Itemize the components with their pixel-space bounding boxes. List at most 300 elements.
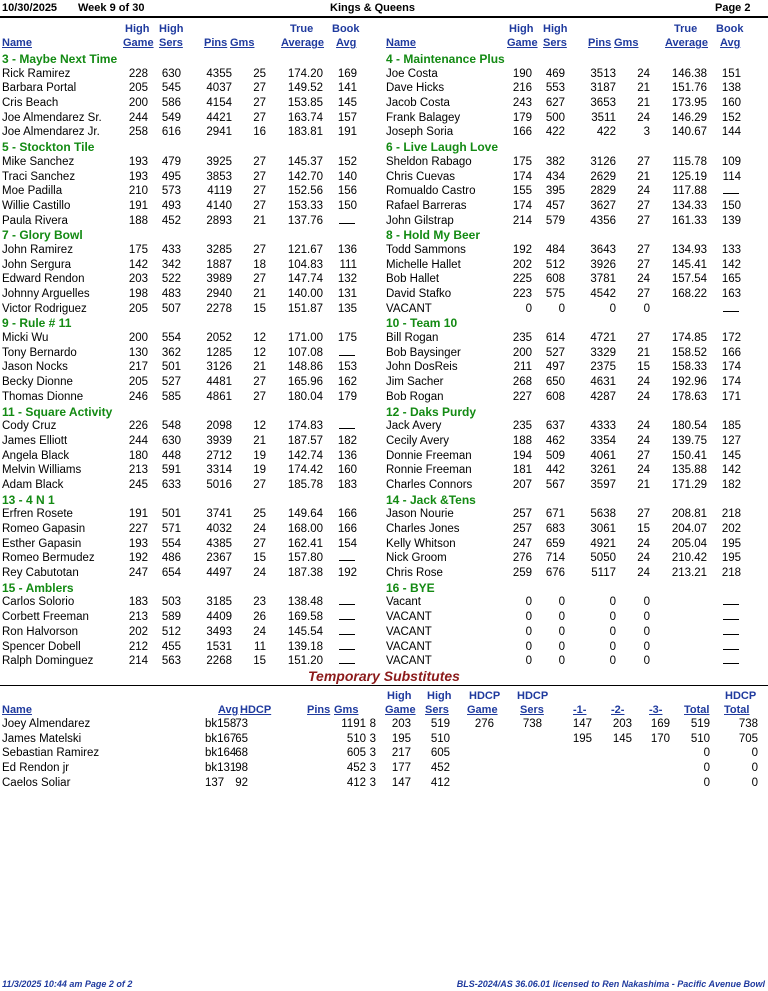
high-series: 497 bbox=[545, 361, 565, 374]
high-game: 180 bbox=[128, 449, 148, 462]
book-average-blank bbox=[723, 625, 739, 640]
player-row bbox=[0, 81, 384, 96]
player-name: Joe Almendarez Jr. bbox=[2, 126, 100, 139]
player-name: Micki Wu bbox=[2, 332, 49, 345]
games: 24 bbox=[637, 67, 650, 80]
book-average: 142 bbox=[721, 464, 741, 477]
high-game: 175 bbox=[512, 155, 532, 168]
col-true-avg-2: Average bbox=[281, 37, 325, 49]
high-game: 212 bbox=[128, 640, 148, 653]
true-average: 148.86 bbox=[287, 361, 323, 374]
player-row bbox=[384, 214, 768, 229]
high-series: 608 bbox=[545, 273, 565, 286]
sub-total: 519 bbox=[690, 718, 710, 730]
player-row bbox=[0, 272, 384, 287]
high-series: 627 bbox=[545, 97, 565, 110]
games: 25 bbox=[253, 67, 266, 80]
player-row bbox=[0, 346, 384, 361]
true-average: 187.38 bbox=[287, 567, 323, 580]
player-name: Joseph Soria bbox=[386, 126, 454, 139]
sub-pins: 510 bbox=[346, 732, 366, 745]
player-row bbox=[0, 390, 384, 405]
sub-total: 510 bbox=[690, 732, 710, 745]
sub-game-1: 195 bbox=[572, 732, 592, 745]
book-average-blank bbox=[723, 302, 739, 317]
player-row bbox=[384, 463, 768, 478]
player-name: Romeo Gapasin bbox=[2, 523, 86, 535]
pins: 5050 bbox=[590, 552, 616, 565]
high-series: 608 bbox=[545, 390, 565, 403]
pins: 0 bbox=[609, 655, 616, 668]
high-series: 586 bbox=[161, 97, 181, 110]
high-game: 258 bbox=[128, 126, 148, 139]
true-average: 125.19 bbox=[671, 170, 707, 183]
player-row bbox=[384, 272, 768, 287]
book-average: 144 bbox=[721, 126, 741, 139]
pins: 0 bbox=[609, 596, 616, 609]
player-name: Charles Jones bbox=[386, 523, 460, 535]
true-average: 152.56 bbox=[287, 185, 323, 198]
player-name: Frank Balagey bbox=[386, 111, 461, 124]
book-average: 150 bbox=[721, 199, 741, 212]
substitute-row bbox=[0, 746, 768, 761]
high-game: 0 bbox=[525, 302, 532, 315]
pins: 4037 bbox=[206, 82, 232, 95]
player-name: John DosReis bbox=[386, 361, 458, 374]
report-header bbox=[0, 1, 768, 17]
high-series: 500 bbox=[545, 111, 565, 124]
player-name: Jason Nourie bbox=[386, 508, 454, 521]
book-average: 192 bbox=[337, 567, 357, 580]
book-average: 183 bbox=[337, 478, 357, 491]
sub-hdcp: 73 bbox=[235, 718, 248, 730]
col-book-avg-2: Avg bbox=[720, 37, 741, 49]
player-name: Kelly Whitson bbox=[386, 537, 456, 550]
book-average: 156 bbox=[337, 185, 357, 198]
high-game: 0 bbox=[525, 640, 532, 653]
high-series: 484 bbox=[545, 243, 565, 256]
true-average: 135.88 bbox=[671, 464, 707, 477]
games: 27 bbox=[253, 199, 266, 212]
book-average: 136 bbox=[337, 449, 357, 462]
pins: 3653 bbox=[590, 97, 616, 110]
player-name: Jim Sacher bbox=[386, 376, 444, 389]
pins: 0 bbox=[609, 625, 616, 638]
games: 15 bbox=[253, 552, 266, 565]
true-average: 157.54 bbox=[671, 273, 707, 286]
games: 27 bbox=[637, 508, 650, 521]
team-name: 7 - Glory Bowl bbox=[2, 228, 83, 243]
player-name: Rafael Barreras bbox=[386, 199, 467, 212]
substitutes-column-header bbox=[0, 689, 768, 717]
player-name: Michelle Hallet bbox=[386, 258, 461, 271]
col-book-avg-1: Book bbox=[716, 23, 744, 35]
high-game: 193 bbox=[128, 537, 148, 550]
player-row bbox=[384, 287, 768, 302]
games: 0 bbox=[643, 655, 650, 668]
sub-hdcp-game: 276 bbox=[474, 718, 494, 730]
book-average-blank bbox=[723, 640, 739, 655]
games: 21 bbox=[253, 434, 266, 447]
book-average: 166 bbox=[337, 508, 357, 521]
pins: 2893 bbox=[206, 214, 232, 227]
player-row bbox=[384, 551, 768, 566]
games: 27 bbox=[253, 82, 266, 95]
sub-col-g3: -3- bbox=[649, 704, 663, 716]
games: 27 bbox=[253, 243, 266, 256]
games: 24 bbox=[637, 185, 650, 198]
player-row bbox=[384, 184, 768, 199]
pins: 4061 bbox=[590, 449, 616, 462]
blank-underline bbox=[723, 596, 739, 605]
player-name: Johnny Arguelles bbox=[2, 288, 90, 300]
games: 27 bbox=[253, 390, 266, 403]
player-name: Bill Rogan bbox=[386, 332, 439, 345]
col-name: Name bbox=[2, 37, 32, 49]
true-average: 192.96 bbox=[671, 376, 707, 389]
player-name: Chris Cuevas bbox=[386, 170, 456, 183]
pins: 4140 bbox=[206, 199, 232, 212]
true-average: 180.54 bbox=[671, 420, 707, 433]
sub-avg: bk167 bbox=[205, 732, 237, 745]
sub-name: Ed Rendon jr bbox=[2, 762, 70, 775]
true-average: 115.78 bbox=[672, 155, 707, 168]
pins: 4154 bbox=[206, 97, 232, 110]
high-series: 455 bbox=[161, 640, 181, 653]
page-label: Page 2 bbox=[715, 2, 751, 14]
sub-high-game: 177 bbox=[391, 762, 411, 775]
column-header bbox=[0, 20, 384, 52]
true-average: 104.83 bbox=[287, 258, 323, 271]
pins: 2278 bbox=[206, 302, 232, 315]
sub-hdcp-series: 738 bbox=[522, 718, 542, 730]
player-row bbox=[0, 331, 384, 346]
true-average: 149.52 bbox=[287, 82, 323, 95]
true-average: 145.41 bbox=[671, 258, 707, 271]
substitute-row bbox=[0, 761, 768, 776]
pins: 2829 bbox=[590, 185, 616, 198]
sub-avg: bk164 bbox=[205, 747, 237, 760]
player-name: Charles Connors bbox=[386, 478, 473, 491]
pins: 3511 bbox=[591, 111, 616, 124]
col-name: Name bbox=[386, 37, 416, 49]
book-average: 131 bbox=[337, 288, 357, 300]
player-name: Rey Cabutotan bbox=[2, 567, 79, 580]
player-row bbox=[384, 566, 768, 581]
sub-pins: 412 bbox=[346, 776, 366, 789]
games: 0 bbox=[643, 625, 650, 638]
games: 27 bbox=[637, 332, 650, 345]
sub-col-ht-2: Total bbox=[724, 704, 750, 716]
games: 19 bbox=[253, 464, 266, 477]
sub-col-hds-2: Sers bbox=[520, 704, 544, 716]
true-average: 185.78 bbox=[287, 478, 323, 491]
pins: 2712 bbox=[206, 449, 232, 462]
games: 27 bbox=[253, 111, 266, 124]
games: 27 bbox=[253, 185, 266, 198]
week-label: Week 9 of 30 bbox=[78, 2, 145, 14]
high-game: 192 bbox=[128, 552, 148, 565]
high-series: 0 bbox=[558, 625, 565, 638]
player-name: Sheldon Rabago bbox=[386, 155, 472, 168]
games: 15 bbox=[637, 361, 650, 374]
high-game: 191 bbox=[128, 199, 148, 212]
true-average: 174.85 bbox=[671, 332, 707, 345]
pins: 0 bbox=[609, 640, 616, 653]
book-average-blank bbox=[723, 654, 739, 669]
book-average: 179 bbox=[337, 390, 357, 403]
sub-total: 0 bbox=[703, 762, 710, 775]
player-name: Bob Rogan bbox=[386, 390, 444, 403]
player-name: Moe Padilla bbox=[2, 185, 63, 198]
true-average: 205.04 bbox=[671, 537, 707, 550]
high-series: 0 bbox=[558, 640, 565, 653]
book-average: 165 bbox=[721, 273, 741, 286]
book-average: 182 bbox=[721, 478, 741, 491]
player-row bbox=[0, 214, 384, 229]
player-name: Spencer Dobell bbox=[2, 640, 81, 653]
pins: 4542 bbox=[590, 288, 616, 300]
high-game: 188 bbox=[512, 434, 532, 447]
true-average: 151.87 bbox=[287, 302, 323, 315]
league-name: Kings & Queens bbox=[330, 2, 415, 14]
high-series: 479 bbox=[161, 155, 181, 168]
player-row bbox=[384, 390, 768, 405]
pins: 4861 bbox=[206, 390, 232, 403]
games: 27 bbox=[253, 376, 266, 389]
player-row bbox=[0, 155, 384, 170]
high-game: 194 bbox=[512, 449, 532, 462]
book-average: 191 bbox=[337, 126, 357, 139]
high-game: 130 bbox=[128, 346, 148, 359]
player-name: John Gilstrap bbox=[386, 214, 454, 227]
book-average: 151 bbox=[721, 67, 741, 80]
high-game: 0 bbox=[525, 611, 532, 624]
games: 27 bbox=[253, 537, 266, 550]
high-game: 235 bbox=[512, 420, 532, 433]
player-name: Chris Rose bbox=[386, 567, 443, 580]
player-name: Dave Hicks bbox=[386, 82, 445, 95]
book-average: 136 bbox=[337, 243, 357, 256]
footer-print-info: 11/3/2025 10:44 am Page 2 of 2 bbox=[2, 979, 133, 989]
book-average: 160 bbox=[721, 97, 741, 110]
high-game: 193 bbox=[128, 155, 148, 168]
games: 21 bbox=[253, 214, 266, 227]
high-game: 227 bbox=[512, 390, 532, 403]
col-high-game-1: High bbox=[125, 23, 150, 35]
high-series: 395 bbox=[545, 185, 565, 198]
high-series: 563 bbox=[161, 655, 181, 668]
pins: 4481 bbox=[206, 376, 232, 389]
player-name: VACANT bbox=[386, 611, 432, 624]
games: 0 bbox=[643, 302, 650, 315]
high-series: 659 bbox=[545, 537, 565, 550]
high-series: 501 bbox=[161, 508, 181, 521]
footer-license: BLS-2024/AS 36.06.01 licensed to Ren Nakashima - Pacific Avenue Bowl bbox=[456, 979, 765, 989]
high-series: 507 bbox=[161, 302, 181, 315]
book-average-blank bbox=[339, 551, 355, 566]
sub-game-2: 145 bbox=[612, 732, 632, 745]
book-average: 218 bbox=[721, 508, 741, 521]
high-series: 512 bbox=[545, 258, 565, 271]
pins: 3627 bbox=[590, 199, 616, 212]
games: 21 bbox=[637, 346, 650, 359]
pins: 3939 bbox=[206, 434, 232, 447]
high-game: 181 bbox=[512, 464, 532, 477]
games: 27 bbox=[637, 199, 650, 212]
col-high-game-2: Game bbox=[507, 37, 538, 49]
player-name: VACANT bbox=[386, 640, 432, 653]
high-series: 452 bbox=[161, 214, 181, 227]
book-average-blank bbox=[339, 640, 355, 655]
player-row bbox=[0, 434, 384, 449]
high-game: 202 bbox=[128, 625, 148, 638]
high-game: 228 bbox=[128, 67, 148, 80]
true-average: 134.93 bbox=[671, 243, 707, 256]
substitutes-rule bbox=[0, 685, 768, 686]
book-average: 160 bbox=[337, 464, 357, 477]
sub-col-hdcp: HDCP bbox=[240, 704, 272, 716]
true-average: 158.52 bbox=[671, 346, 707, 359]
player-name: Erfren Rosete bbox=[2, 508, 73, 521]
pins: 3493 bbox=[206, 625, 232, 638]
book-average-blank bbox=[339, 346, 355, 361]
team-name: 10 - Team 10 bbox=[386, 316, 458, 331]
high-game: 245 bbox=[128, 478, 148, 491]
sub-col-gms: Gms bbox=[334, 704, 359, 716]
player-row bbox=[384, 595, 768, 610]
book-average: 140 bbox=[337, 170, 357, 183]
player-row bbox=[0, 67, 384, 82]
high-game: 225 bbox=[512, 273, 532, 286]
high-game: 213 bbox=[128, 611, 148, 624]
high-series: 434 bbox=[545, 170, 565, 183]
player-name: Ronnie Freeman bbox=[386, 464, 472, 477]
high-series: 522 bbox=[161, 273, 181, 286]
true-average: 150.41 bbox=[671, 449, 707, 462]
player-name: Nick Groom bbox=[386, 552, 447, 565]
sub-high-game: 203 bbox=[391, 718, 411, 730]
book-average: 195 bbox=[721, 537, 741, 550]
pins: 1285 bbox=[206, 346, 232, 359]
book-average-blank bbox=[723, 595, 739, 610]
high-game: 213 bbox=[128, 464, 148, 477]
pins: 2052 bbox=[206, 332, 232, 345]
high-game: 214 bbox=[128, 655, 148, 668]
book-average: 152 bbox=[337, 155, 357, 168]
player-row bbox=[384, 375, 768, 390]
games: 27 bbox=[253, 155, 266, 168]
book-average: 202 bbox=[721, 523, 741, 535]
games: 12 bbox=[253, 346, 266, 359]
player-name: VACANT bbox=[386, 625, 432, 638]
sub-col-hg-2: Game bbox=[385, 704, 416, 716]
high-series: 579 bbox=[545, 214, 565, 227]
col-high-sers-2: Sers bbox=[159, 37, 183, 49]
high-game: 227 bbox=[128, 523, 148, 535]
player-row bbox=[0, 184, 384, 199]
true-average: 174.42 bbox=[287, 464, 323, 477]
true-average: 153.33 bbox=[287, 199, 323, 212]
player-row bbox=[384, 449, 768, 464]
high-series: 483 bbox=[161, 288, 181, 300]
blank-underline bbox=[723, 626, 739, 635]
high-series: 549 bbox=[161, 111, 181, 124]
substitute-row bbox=[0, 717, 768, 732]
sub-col-name: Name bbox=[2, 704, 32, 716]
player-row bbox=[0, 625, 384, 640]
book-average: 163 bbox=[721, 288, 741, 300]
high-series: 457 bbox=[545, 199, 565, 212]
sub-name: Sebastian Ramirez bbox=[2, 747, 100, 760]
blank-underline bbox=[723, 641, 739, 650]
high-game: 211 bbox=[513, 361, 532, 374]
blank-underline bbox=[723, 611, 739, 620]
true-average: 158.33 bbox=[671, 361, 707, 374]
games: 15 bbox=[637, 523, 650, 535]
high-game: 247 bbox=[128, 567, 148, 580]
player-name: Willie Castillo bbox=[2, 199, 71, 212]
high-series: 545 bbox=[161, 82, 181, 95]
sub-col-hdg-2: Game bbox=[467, 704, 498, 716]
high-series: 512 bbox=[161, 625, 181, 638]
book-average: 153 bbox=[337, 361, 357, 374]
games: 23 bbox=[253, 596, 266, 609]
sub-hdcp-total: 0 bbox=[751, 762, 758, 775]
high-series: 0 bbox=[558, 611, 565, 624]
book-average: 154 bbox=[337, 537, 357, 550]
player-row bbox=[384, 640, 768, 655]
games: 0 bbox=[643, 611, 650, 624]
player-name: Bob Baysinger bbox=[386, 346, 461, 359]
sub-game-1: 147 bbox=[572, 718, 592, 730]
pins: 4333 bbox=[590, 420, 616, 433]
games: 12 bbox=[253, 420, 266, 433]
games: 24 bbox=[637, 420, 650, 433]
high-game: 205 bbox=[128, 82, 148, 95]
pins: 3354 bbox=[590, 434, 616, 447]
high-game: 203 bbox=[128, 273, 148, 286]
sub-col-pins: Pins bbox=[307, 704, 331, 716]
true-average: 171.00 bbox=[287, 332, 323, 345]
true-average: 137.76 bbox=[287, 214, 323, 227]
true-average: 163.74 bbox=[287, 111, 323, 124]
sub-hdcp-total: 738 bbox=[738, 718, 758, 730]
pins: 4921 bbox=[590, 537, 616, 550]
games: 21 bbox=[637, 97, 650, 110]
player-name: Cecily Avery bbox=[386, 434, 450, 447]
high-game: 205 bbox=[128, 376, 148, 389]
book-average-blank bbox=[723, 184, 739, 199]
true-average: 140.67 bbox=[671, 126, 707, 139]
true-average: 174.83 bbox=[287, 420, 323, 433]
player-row bbox=[0, 610, 384, 625]
player-row bbox=[0, 551, 384, 566]
book-average: 166 bbox=[337, 523, 357, 535]
high-game: 0 bbox=[525, 625, 532, 638]
sub-avg: 137 bbox=[205, 776, 225, 789]
games: 21 bbox=[637, 478, 650, 491]
true-average: 142.70 bbox=[287, 170, 323, 183]
player-row bbox=[384, 199, 768, 214]
high-series: 527 bbox=[161, 376, 181, 389]
book-average: 175 bbox=[337, 332, 357, 345]
true-average: 153.85 bbox=[287, 97, 323, 110]
games: 24 bbox=[637, 464, 650, 477]
sub-high-game: 147 bbox=[391, 776, 411, 789]
player-name: Ron Halvorson bbox=[2, 625, 79, 638]
player-row bbox=[384, 346, 768, 361]
